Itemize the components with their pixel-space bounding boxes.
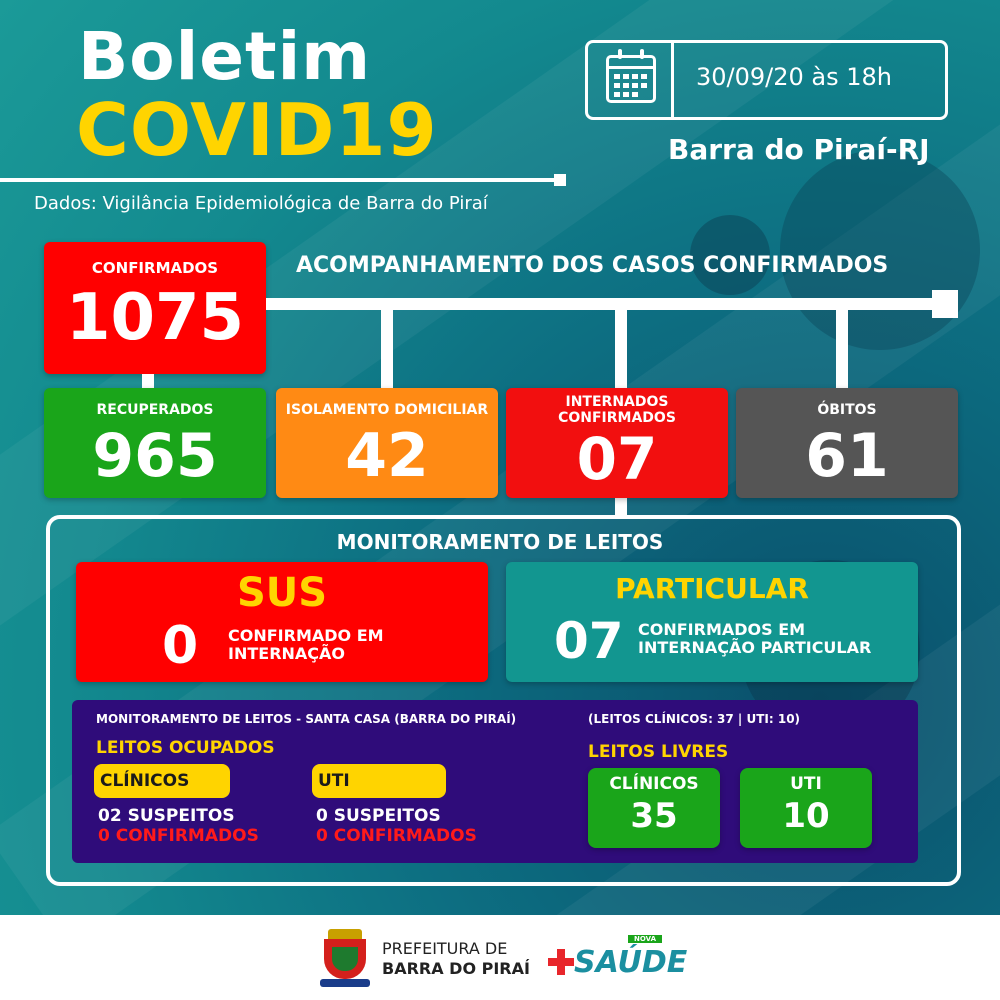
free-clinical-card	[588, 768, 720, 848]
santa-casa-title: MONITORAMENTO DE LEITOS - SANTA CASA (BARRA DO PIRAÍ)	[96, 712, 517, 726]
free-icu-label: UTI	[790, 774, 822, 794]
free-beds-title: LEITOS LIVRES	[588, 742, 729, 762]
private-text-line2: INTERNAÇÃO PARTICULAR	[638, 638, 872, 657]
free-clinical-label: CLÍNICOS	[609, 774, 699, 794]
occupied-clinical-confirmed: 0 CONFIRMADOS	[98, 826, 259, 846]
occupied-clinical-label: CLÍNICOS	[94, 764, 230, 798]
virus-decoration-icon	[780, 150, 980, 350]
private-title: PARTICULAR	[615, 572, 809, 605]
recovered-label: RECUPERADOS	[96, 402, 214, 418]
city-name: Barra do Piraí-RJ	[668, 133, 930, 166]
occupied-clinical-suspects: 02 SUSPEITOS	[98, 806, 235, 826]
connector-line	[266, 298, 942, 310]
home-isolation-label: ISOLAMENTO DOMICILIAR	[285, 402, 489, 418]
connector-line	[836, 310, 848, 388]
calendar-icon	[606, 55, 656, 103]
occupied-icu-confirmed: 0 CONFIRMADOS	[316, 826, 477, 846]
date-box	[585, 40, 948, 120]
recovered-card	[44, 388, 266, 498]
confirmed-card	[44, 242, 266, 374]
saude-cross-icon	[548, 949, 574, 975]
confirmed-value: 1075	[65, 281, 245, 355]
connector-line	[142, 374, 154, 388]
hospitalized-value: 07	[576, 425, 658, 493]
deaths-card	[736, 388, 958, 498]
saude-wordmark: SAÚDE	[574, 945, 688, 980]
free-icu-value: 10	[782, 796, 830, 836]
beds-monitoring-title: MONITORAMENTO DE LEITOS	[336, 530, 664, 554]
hospitalized-label-line1: INTERNADOS	[565, 394, 669, 410]
title-divider-end	[554, 174, 566, 186]
home-isolation-card	[276, 388, 498, 498]
hospitalized-card	[506, 388, 728, 498]
connector-line	[615, 310, 627, 388]
sus-value: 0	[162, 616, 199, 676]
hospitalized-label-line2: CONFIRMADOS	[558, 410, 676, 426]
prefeitura-line1: PREFEITURA DE	[382, 939, 508, 958]
connector-line-end	[932, 290, 958, 318]
confirmed-label: CONFIRMADOS	[91, 259, 219, 277]
tracking-title: ACOMPANHAMENTO DOS CASOS CONFIRMADOS	[296, 253, 889, 278]
recovered-value: 965	[92, 421, 218, 491]
home-isolation-value: 42	[345, 421, 429, 491]
sus-title: SUS	[236, 570, 328, 616]
report-date: 30/09/20 às 18h	[696, 63, 893, 91]
footer	[0, 915, 1000, 1000]
occupied-icu-suspects: 0 SUSPEITOS	[316, 806, 441, 826]
deaths-value: 61	[805, 421, 889, 491]
sus-text-line1: CONFIRMADO EM	[228, 626, 384, 645]
deaths-label: ÓBITOS	[817, 402, 877, 418]
title-covid19: COVID19	[76, 88, 438, 172]
occupied-beds-title: LEITOS OCUPADOS	[96, 738, 275, 758]
private-text-line1: CONFIRMADOS EM	[638, 620, 806, 639]
data-source: Dados: Vigilância Epidemiológica de Barra do Piraí	[34, 193, 488, 214]
santa-casa-panel	[72, 700, 918, 863]
connector-line	[381, 310, 393, 388]
sus-card	[76, 562, 488, 682]
coat-of-arms-icon	[320, 929, 370, 989]
santa-casa-capacity: (LEITOS CLÍNICOS: 37 | UTI: 10)	[588, 712, 801, 726]
saude-nova: NOVA	[628, 935, 662, 943]
free-clinical-value: 35	[630, 796, 678, 836]
private-card	[506, 562, 918, 682]
title-divider	[0, 178, 560, 182]
title-boletim: Boletim	[78, 18, 371, 95]
prefeitura-line2: BARRA DO PIRAÍ	[382, 959, 530, 978]
free-icu-card	[740, 768, 872, 848]
occupied-icu-label: UTI	[312, 764, 446, 798]
sus-text-line2: INTERNAÇÃO	[228, 644, 346, 663]
saude-logo	[548, 935, 688, 995]
private-value: 07	[554, 612, 624, 670]
